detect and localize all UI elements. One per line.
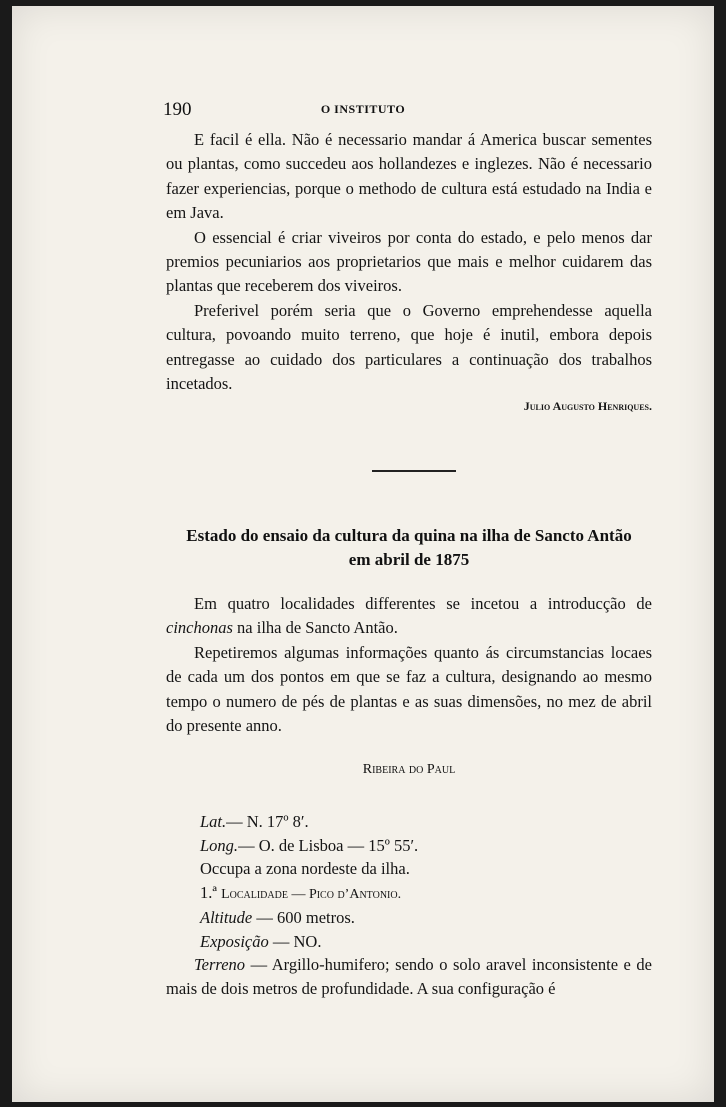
article-title: [166, 524, 652, 572]
terrain-paragraph: [166, 953, 652, 1002]
altitude-label: Altitude: [200, 908, 253, 928]
altitude-value: — 600 metros.: [252, 908, 355, 928]
intro-paragraph-1: [166, 592, 652, 641]
running-title: O INSTITUTO: [320, 102, 406, 116]
article-title-line-1: Estado do ensaio da cultura da quina na ilha de Sancto Antão: [186, 526, 632, 545]
locality-number: 1.ª: [200, 882, 217, 902]
intro-text-before: Em quatro localidades differentes se incetou a introducção de: [194, 594, 652, 613]
page-number: 190: [163, 99, 192, 120]
article-title-line-2: em abril de 1875: [348, 550, 470, 569]
paragraph-2: O essencial é criar viveiros por conta do estado, e pelo menos dar premios pecuniarios aos proprietarios que mais e melhor cuidarem das plantas que receberem dos viveiros.: [166, 227, 652, 296]
intro-italic-word: cinchonas: [166, 618, 233, 638]
longitude-label: Long.: [200, 835, 239, 855]
latitude-line: [200, 810, 652, 834]
author-signature: Julio Augusto Henriques.: [523, 399, 652, 413]
intro-text-after: na ilha de Sancto Antão.: [232, 618, 398, 638]
section-subheading: Ribeira do Paul: [362, 762, 456, 777]
paragraph-1: E facil é ella. Não é necessario mandar á America buscar sementes ou plantas, como succedeu aos hollandezes e inglezes. Não é necessario fazer experiencias, porque o methodo de cultura está estudado na India e em Java.: [166, 130, 652, 223]
longitude-line: [200, 834, 652, 858]
altitude-line: [200, 906, 652, 930]
page-header: [163, 99, 643, 119]
locality-name: Localidade — Pico d’Antonio.: [221, 886, 402, 902]
longitude-value: — O. de Lisboa — 15º 55′.: [238, 835, 419, 855]
exposure-value: — NO.: [268, 931, 322, 951]
location-details: [200, 810, 652, 954]
section-divider: [372, 470, 456, 472]
article-henriques-body: [166, 128, 652, 396]
terrain-label: Terreno: [194, 955, 246, 974]
terrain-line: [166, 953, 652, 1002]
zone-line: Occupa a zona nordeste da ilha.: [200, 859, 410, 879]
article-quina-intro: [166, 592, 652, 738]
intro-paragraph-2: Repetiremos algumas informações quanto ás circumstancias locaes de cada um dos pontos em que se faz a cultura, designando ao mesmo tempo o numero de pés de plantas e as suas dimensões, no mez de abril do presente anno.: [166, 642, 652, 736]
paragraph-3: Preferivel porém seria que o Governo emprehendesse aquella cultura, povoando muito terreno, que hoje é inutil, embora depois entregasse ao cuidado dos particulares a continuação dos trabalhos incetados.: [166, 300, 652, 394]
latitude-value: — N. 17º 8′.: [226, 812, 309, 831]
latitude-label: Lat.: [200, 812, 227, 831]
terrain-value: — Argillo-humifero; sendo o solo aravel inconsistente e de mais de dois metros de profundidade. A sua configuração é: [166, 955, 652, 999]
locality-line: [200, 881, 652, 907]
exposure-label: Exposição: [200, 931, 269, 951]
exposure-line: [200, 930, 652, 954]
